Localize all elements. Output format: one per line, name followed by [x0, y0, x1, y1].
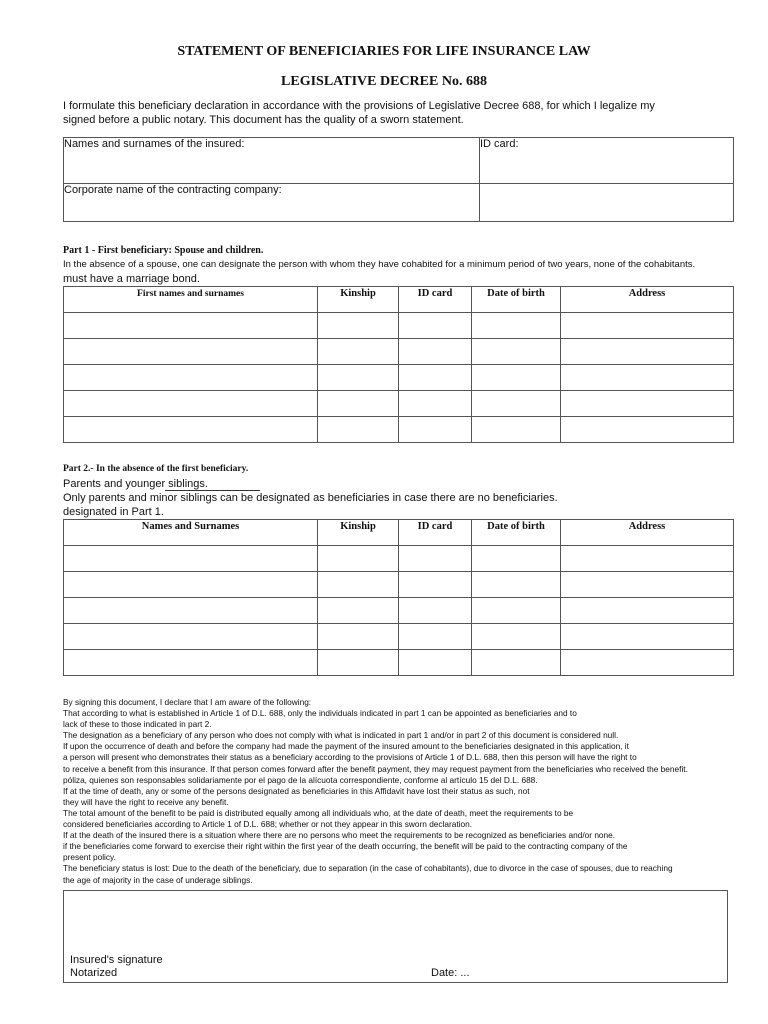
part2-line-2: Only parents and minor siblings can be designated as beneficiaries in case there are no beneficiaries.	[63, 492, 558, 504]
table-cell[interactable]	[318, 598, 399, 624]
declaration-text	[63, 697, 743, 886]
intro-line-1: I formulate this beneficiary declaration in accordance with the provisions of Legislative Decree 688, for which I legalize my	[63, 100, 655, 112]
company-extra-cell[interactable]	[480, 184, 734, 222]
table-cell[interactable]	[318, 417, 399, 443]
declaration-line: present policy.	[63, 852, 116, 863]
part2-line-3: designated in Part 1.	[63, 506, 164, 518]
table-cell[interactable]	[64, 365, 318, 391]
table-row	[64, 624, 734, 650]
part2-col-names: Names and Surnames	[64, 520, 318, 546]
table-cell[interactable]	[64, 598, 318, 624]
part2-underline	[165, 490, 260, 491]
declaration-line: they will have the right to receive any benefit.	[63, 796, 229, 807]
part2-heading: Part 2.- In the absence of the first beneficiary.	[63, 464, 249, 474]
insured-id-cell[interactable]	[480, 138, 734, 184]
table-cell[interactable]	[472, 391, 561, 417]
table-cell[interactable]	[64, 391, 318, 417]
table-cell[interactable]	[318, 546, 399, 572]
insured-signature-label: Insured's signature	[70, 954, 163, 966]
declaration-line: póliza, quienes son responsables solidariamente por el pago de la alícuota correspondiente, conforme al artículo 15 del D.L. 688.	[63, 774, 538, 785]
table-cell[interactable]	[399, 313, 472, 339]
table-cell[interactable]	[318, 313, 399, 339]
table-cell[interactable]	[399, 546, 472, 572]
table-cell[interactable]	[472, 598, 561, 624]
table-row	[64, 598, 734, 624]
table-cell[interactable]	[472, 417, 561, 443]
table-cell[interactable]	[561, 339, 734, 365]
part1-note-line-2: must have a marriage bond.	[63, 273, 200, 285]
part1-col-id: ID card	[399, 287, 472, 313]
part1-col-birth: Date of birth	[472, 287, 561, 313]
table-cell[interactable]	[472, 365, 561, 391]
table-row	[64, 546, 734, 572]
intro-line-2: signed before a public notary. This document has the quality of a sworn statement.	[63, 114, 464, 126]
table-cell[interactable]	[399, 391, 472, 417]
declaration-line: The designation as a beneficiary of any person who does not comply with what is indicated in part 1 and/or in part 2 of this document is considered null.	[63, 730, 619, 741]
table-cell[interactable]	[64, 572, 318, 598]
declaration-line: The beneficiary status is lost: Due to the death of the beneficiary, due to separation (in the case of cohabitants), due to divorce in the case of spouses, due to reaching	[63, 863, 673, 874]
table-cell[interactable]	[561, 313, 734, 339]
table-cell[interactable]	[399, 650, 472, 676]
insured-id-label: ID card:	[480, 138, 519, 150]
table-row	[64, 417, 734, 443]
part1-col-kinship: Kinship	[318, 287, 399, 313]
table-cell[interactable]	[64, 546, 318, 572]
table-cell[interactable]	[399, 572, 472, 598]
declaration-line: if the beneficiaries come forward to exercise their right within the first year of the death occurring, the benefit will be paid to the contracting company of the	[63, 841, 628, 852]
declaration-line: If at the death of the insured there is a situation where there are no persons who meet the requirements to be recognized as beneficiaries and/or none.	[63, 830, 616, 841]
part2-col-birth: Date of birth	[472, 520, 561, 546]
declaration-line: If at the time of death, any or some of the persons designated as beneficiaries in this Affidavit have lost their status as such, not	[63, 785, 530, 796]
declaration-line: By signing this document, I declare that I am aware of the following:	[63, 697, 312, 707]
table-cell[interactable]	[472, 624, 561, 650]
notarized-label: Notarized	[70, 967, 118, 979]
document-title: STATEMENT OF BENEFICIARIES FOR LIFE INSURANCE LAW	[177, 44, 591, 59]
declaration-line: lack of these to those indicated in part 2.	[63, 719, 212, 730]
part1-beneficiary-table	[63, 286, 734, 443]
company-name-label: Corporate name of the contracting company:	[64, 184, 282, 196]
declaration-line: The total amount of the benefit to be paid is distributed equally among all individuals who, at the date of death, meet the requirements to be	[63, 807, 574, 818]
table-cell[interactable]	[64, 624, 318, 650]
table-cell[interactable]	[561, 417, 734, 443]
table-cell[interactable]	[561, 365, 734, 391]
table-row	[64, 650, 734, 676]
table-cell[interactable]	[318, 572, 399, 598]
part2-beneficiary-table	[63, 519, 734, 676]
table-row	[64, 365, 734, 391]
declaration-line: the age of majority in the case of underage siblings.	[63, 874, 253, 885]
table-cell[interactable]	[318, 391, 399, 417]
date-label: Date: ...	[431, 967, 470, 979]
part2-col-kinship: Kinship	[318, 520, 399, 546]
table-cell[interactable]	[561, 598, 734, 624]
part1-note-line-1: In the absence of a spouse, one can designate the person with whom they have cohabited for a minimum period of two years, none of the cohabitants.	[63, 259, 696, 270]
intro-text	[63, 99, 743, 127]
part1-heading: Part 1 - First beneficiary: Spouse and children.	[63, 245, 264, 256]
table-cell[interactable]	[399, 598, 472, 624]
table-cell[interactable]	[472, 546, 561, 572]
table-cell[interactable]	[399, 339, 472, 365]
table-cell[interactable]	[64, 339, 318, 365]
table-cell[interactable]	[64, 313, 318, 339]
part1-col-address: Address	[561, 287, 734, 313]
insured-names-label: Names and surnames of the insured:	[64, 138, 245, 150]
part2-col-id: ID card	[399, 520, 472, 546]
table-cell[interactable]	[399, 365, 472, 391]
table-cell[interactable]	[399, 417, 472, 443]
table-cell[interactable]	[318, 650, 399, 676]
table-row	[64, 313, 734, 339]
insured-info-table	[63, 137, 734, 222]
table-cell[interactable]	[561, 650, 734, 676]
part1-col-names: First names and surnames	[64, 287, 318, 313]
table-cell[interactable]	[561, 624, 734, 650]
declaration-line: considered beneficiaries according to Article 1 of D.L. 688; whether or not they appear in this sworn declaration.	[63, 819, 473, 830]
table-cell[interactable]	[472, 650, 561, 676]
company-name-cell[interactable]	[64, 184, 480, 222]
table-cell[interactable]	[472, 313, 561, 339]
document-subtitle: LEGISLATIVE DECREE No. 688	[281, 74, 487, 89]
part2-col-address: Address	[561, 520, 734, 546]
table-cell[interactable]	[561, 546, 734, 572]
declaration-line: a person will present who demonstrates their status as a beneficiary according to the provisions of Article 1 of D.L. 688, then this person will have the right to	[63, 752, 637, 763]
table-row	[64, 572, 734, 598]
table-cell[interactable]	[472, 339, 561, 365]
table-cell[interactable]	[64, 417, 318, 443]
declaration-line: That according to what is established in Article 1 of D.L. 688, only the individuals indicated in part 1 can be appointed as beneficiaries and to	[63, 708, 577, 719]
table-cell[interactable]	[561, 572, 734, 598]
table-row	[64, 391, 734, 417]
table-cell[interactable]	[64, 650, 318, 676]
table-cell[interactable]	[318, 339, 399, 365]
declaration-line: If upon the occurrence of death and before the company had made the payment of the insured amount to the beneficiaries designated in this application, it	[63, 741, 629, 752]
table-cell[interactable]	[472, 572, 561, 598]
table-cell[interactable]	[318, 624, 399, 650]
table-cell[interactable]	[318, 365, 399, 391]
table-row	[64, 339, 734, 365]
table-cell[interactable]	[399, 624, 472, 650]
insured-names-cell[interactable]	[64, 138, 480, 184]
declaration-line: to receive a benefit from this insurance. If that person comes forward after the benefit payment, they may request payment from the beneficiaries who received the benefit.	[63, 763, 688, 774]
part2-line-1-text: Parents and younger siblings.	[63, 478, 208, 490]
table-cell[interactable]	[561, 391, 734, 417]
signature-box[interactable]	[63, 890, 728, 983]
